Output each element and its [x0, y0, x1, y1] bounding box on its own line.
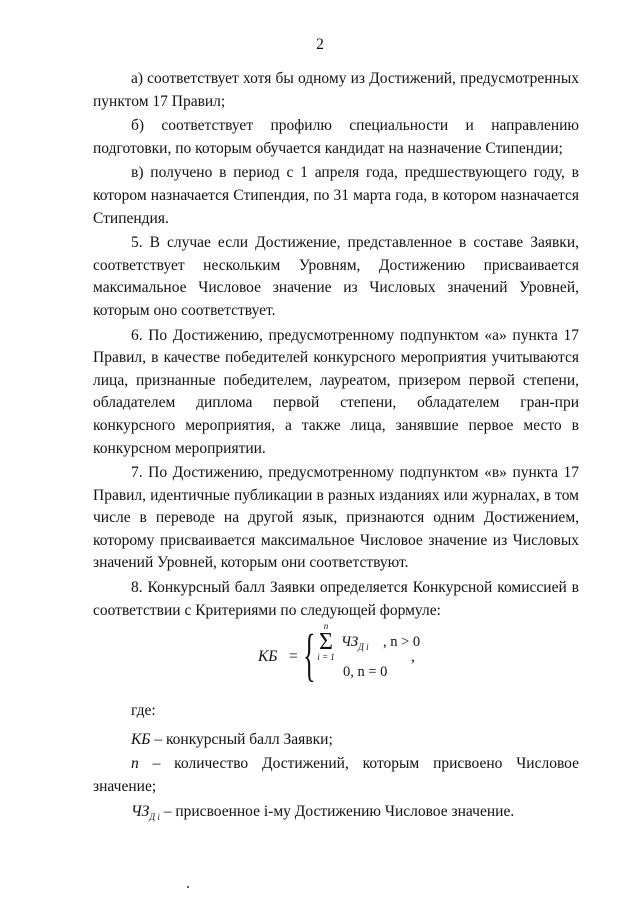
left-brace-icon: {	[303, 622, 316, 688]
formula-term	[341, 631, 369, 658]
definitions-intro: где:	[131, 702, 156, 720]
symbol-n: n	[131, 755, 139, 773]
formula-trailing-comma: ,	[411, 648, 415, 666]
term-subscript: Д i	[358, 642, 369, 653]
definition-chz	[93, 801, 579, 829]
sum-lower-limit: i = 1	[317, 652, 335, 663]
score-formula	[93, 621, 579, 690]
formula-equals: =	[289, 648, 298, 666]
sigma-icon: Σ	[319, 629, 333, 656]
paragraph-7: 7. По Достижению, предусмотренному подпунктом «в» пункта 17 Правил, идентичные публикации в разных изданиях или журналах, в том числе в переводе на другой язык, признаются одним Достижением, которому присваивается максимальное Числовое значение из Числовых значений Уровней, которым они соответствуют.	[93, 464, 579, 572]
definition-text: – количество Достижений, которым присвоено Числовое значение;	[93, 755, 579, 796]
formula-lhs: КБ	[258, 648, 278, 666]
symbol-chz	[131, 803, 160, 820]
case-1-condition: , n > 0	[383, 634, 421, 651]
definitions	[93, 700, 579, 828]
scan-speck	[187, 886, 189, 888]
paragraph-8: 8. Конкурсный балл Заявки определяется Конкурсной комиссией в соответствии с Критериями по следующей формуле:	[93, 579, 579, 619]
sum-upper-limit: n	[323, 621, 329, 632]
paragraph-b: б) соответствует профилю специальности и направлению подготовки, по которым обучается кандидат на назначение Стипендии;	[93, 117, 579, 157]
symbol-chz-sub: Д i	[149, 811, 160, 822]
definition-text: – конкурсный балл Заявки;	[150, 730, 333, 748]
paragraph-v: в) получено в период с 1 апреля года, предшествующего году, в котором назначается Стипендия, по 31 марта года, в котором назначается Стипендия.	[93, 164, 579, 227]
term-symbol: ЧЗ	[341, 634, 359, 651]
document-body	[93, 68, 579, 830]
paragraph-5: 5. В случае если Достижение, представленное в составе Заявки, соответствует нескольким Уровням, Достижению присваивается максимальное Числовое значение из Числовых значений Уровней, которым оно соответствует.	[93, 234, 579, 319]
page-number: 2	[316, 36, 324, 53]
definition-text: – присвоенное i-му Достижению Числовое значение.	[159, 802, 515, 820]
definition-n	[93, 753, 579, 798]
symbol-chz-base: ЧЗ	[131, 802, 150, 820]
summation	[315, 622, 337, 662]
case-2: 0, n = 0	[343, 664, 388, 681]
paragraph-a: а) соответствует хотя бы одному из Достижений, предусмотренных пунктом 17 Правил;	[93, 70, 579, 110]
definition-kb	[93, 729, 579, 752]
symbol-kb: КБ	[131, 730, 151, 748]
paragraph-6: 6. По Достижению, предусмотренному подпунктом «а» пункта 17 Правил, в качестве победителей конкурсного мероприятия учитываются лица, признанные победителем, лауреатом, призером первой степени, обладателем диплома первой степени, обладателем гран-при конкурсного мероприятия, а также лица, занявшие первое место в конкурсном мероприятии.	[93, 326, 579, 457]
